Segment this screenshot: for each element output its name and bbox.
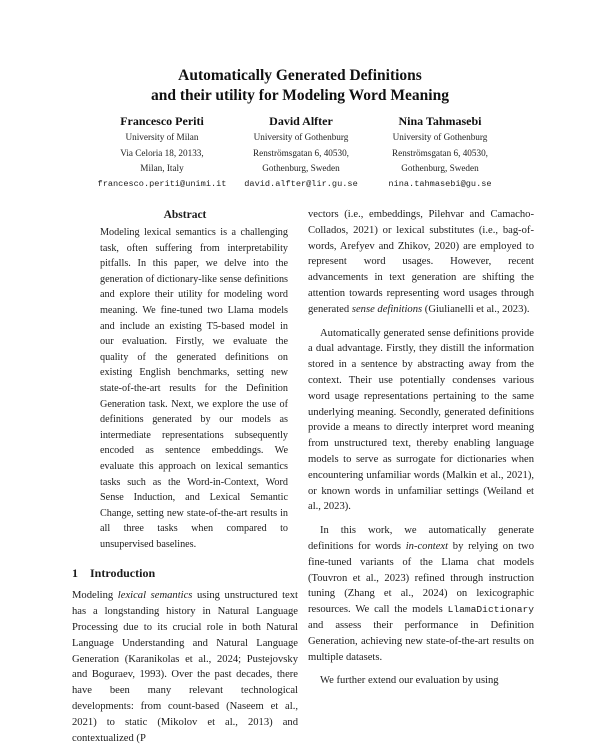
section-title: Introduction <box>90 566 156 581</box>
text-span: In this work, we automatically generate definitions for words <box>308 525 534 552</box>
author-address: Gothenburg, Sweden <box>262 163 340 173</box>
author-name: David Alfter <box>269 114 333 128</box>
author-affiliation: University of Milan <box>125 132 199 142</box>
emphasis-text: lexical semantics <box>117 590 193 602</box>
paper-title <box>0 66 600 106</box>
author-name: Francesco Periti <box>120 114 204 128</box>
text-span: using unstructured text has a longstanding history in Natural Language Processing due to its crucial role in both Natural Language Understanding and Natural Language Generation (Karanikolas et al., 2024; Pustejovsky and Boguraev, 1993). Over the past decades, there have been many relevant technological developments: from count-based (Naseem et al., 2021) to static (Mikolov et al., 2013) and contextualized (P <box>72 590 298 744</box>
author-affiliation: University of Gothenburg <box>253 132 349 142</box>
author-name: Nina Tahmasebi <box>398 114 482 128</box>
section-number: 1 <box>72 566 78 581</box>
author-address: Gothenburg, Sweden <box>401 163 479 173</box>
author-affiliation: University of Gothenburg <box>392 132 488 142</box>
text-span: (Giulianelli et al., 2023). <box>422 303 530 315</box>
abstract-text: Modeling lexical semantics is a challenging task, often suffering from interpretability pitfalls. In this paper, we delve into the generation of dictionary-like sense definitions and explore their utility for modeling word meaning. We fine-tuned two Llama models and include an existing T5-based model in our evaluation. Firstly, we evaluate the quality of the generated definitions on existing English benchmarks, setting new state-of-the-art results for the Definition Generation task. Next, we explore the use of definitions generated by our models as intermediate representations subsequently encoded as sentence embeddings. We evaluate this approach on lexical semantics tasks such as the Word-in-Context, Word Sense Induction, and Lexical Semantic Change, setting new state-of-the-art results in all three tasks when compared to unsupervised baselines. <box>100 227 288 550</box>
author-block-3 <box>350 113 530 192</box>
author-email: nina.tahmasebi@gu.se <box>388 178 492 189</box>
title-line-2: and their utility for Modeling Word Meaning <box>151 87 449 104</box>
author-address: Renströmsgatan 6, 40530, <box>392 147 488 158</box>
intro-paragraph-4 <box>308 523 534 665</box>
intro-paragraph-2 <box>308 207 534 318</box>
intro-paragraph-5: We further extend our evaluation by using <box>320 675 499 687</box>
emphasis-text: sense definitions <box>351 303 423 315</box>
emphasis-text: in-context <box>405 540 449 552</box>
intro-paragraph-1 <box>72 588 298 746</box>
title-line-1: Automatically Generated Definitions <box>178 67 422 84</box>
right-column <box>308 207 534 689</box>
abstract-heading: Abstract <box>163 209 207 221</box>
left-column <box>72 207 298 746</box>
text-span: Modeling <box>72 590 118 602</box>
author-email: david.alfter@lir.gu.se <box>244 178 358 189</box>
section-heading-introduction <box>72 565 298 581</box>
model-name-code: LlamaDictionary <box>447 604 534 616</box>
text-span: vectors (i.e., embeddings, Pilehvar and Camacho-Collados, 2021) or lexical substitutes (i.e., bag-of-words, Arefyev and Zhikov, 2020) are employed to represent word usages. However, recent advancements in text generation are shifting the attention towards representing word usages through generated <box>308 209 534 315</box>
text-span: and assess their performance in Definition Generation, achieving new state-of-the-art results on multiple datasets. <box>308 619 534 663</box>
author-address: Via Celoria 18, 20133, <box>120 147 204 158</box>
author-address: Renströmsgatan 6, 40530, <box>253 147 349 158</box>
intro-paragraph-3: Automatically generated sense definitions provide a dual advantage. Firstly, they distill the information stored in a sentence by abstracting away from the context. Their use potentially condenses various word usage representations pertaining to the same underlying meaning. Secondly, generated definitions provide a means to directly interpret word meaning from unstructured text, thereby enabling language models to serve as surrogate for dictionaries when encountering unfamiliar words (Malkin et al., 2021), or known words in unfamiliar settings (Weiland et al., 2023). <box>308 327 534 513</box>
author-address: Milan, Italy <box>140 163 184 173</box>
author-email: francesco.periti@unimi.it <box>97 178 227 189</box>
text-span: by relying on two fine-tuned variants of the Llama chat models (Touvron et al., 2023) refined through instruction tuning (Zhang et al., 2024) on lexicographic resources. We call the models <box>308 540 534 616</box>
